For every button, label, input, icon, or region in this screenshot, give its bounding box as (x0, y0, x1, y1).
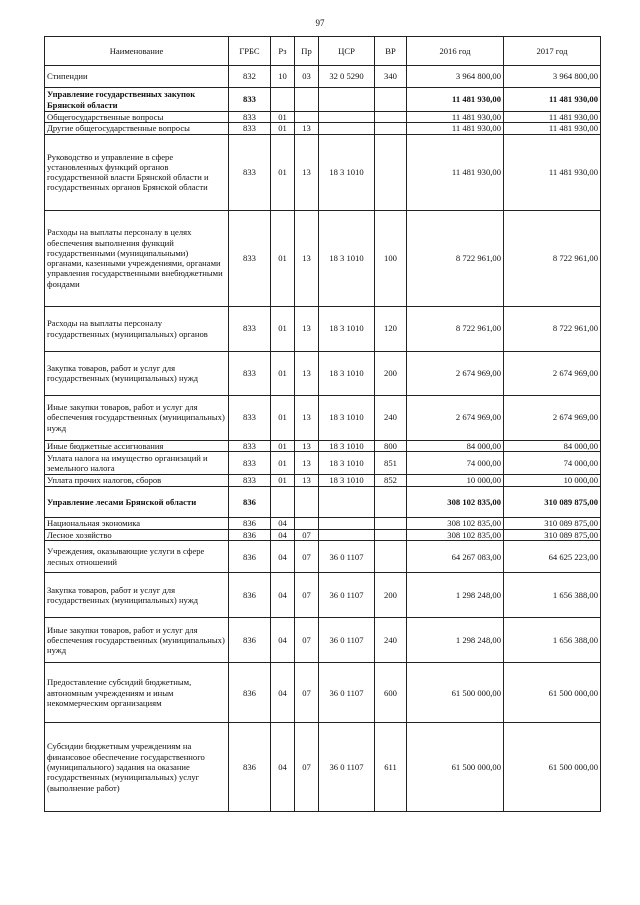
cell-grbs: 836 (229, 529, 271, 540)
cell-name: Иные закупки товаров, работ и услуг для обеспечения государственных (муниципальных) нужд (45, 618, 229, 663)
cell-rz: 04 (271, 573, 295, 618)
cell-name: Иные бюджетные ассигнования (45, 440, 229, 451)
cell-rz: 04 (271, 663, 295, 723)
cell-name: Субсидии бюджетным учреждениям на финансовое обеспечение государственного (муниципального) задания на оказание государственных (муниципальных) услуг (выполнение работ) (45, 723, 229, 812)
cell-csr: 18 3 1010 (319, 210, 375, 306)
cell-grbs: 833 (229, 134, 271, 210)
cell-pr (295, 88, 319, 112)
cell-name: Расходы на выплаты персоналу в целях обеспечения выполнения функций государственными (муниципальными) органами, казенными учреждениями, органами управления государственными внебюджетными фондами (45, 210, 229, 306)
cell-2016: 11 481 930,00 (407, 88, 504, 112)
cell-grbs: 836 (229, 541, 271, 573)
cell-csr: 36 0 1107 (319, 663, 375, 723)
cell-pr: 13 (295, 451, 319, 474)
cell-grbs: 833 (229, 112, 271, 123)
cell-csr (319, 123, 375, 134)
cell-vr: 240 (375, 618, 407, 663)
table-row (45, 210, 601, 306)
cell-grbs: 833 (229, 351, 271, 395)
cell-grbs: 832 (229, 66, 271, 88)
cell-csr (319, 517, 375, 529)
cell-grbs: 836 (229, 663, 271, 723)
cell-pr: 07 (295, 573, 319, 618)
cell-name: Иные закупки товаров, работ и услуг для обеспечения государственных (муниципальных) нужд (45, 395, 229, 440)
cell-vr: 240 (375, 395, 407, 440)
table-row (45, 66, 601, 88)
cell-vr (375, 112, 407, 123)
table-row (45, 112, 601, 123)
cell-vr: 852 (375, 474, 407, 486)
cell-2016: 8 722 961,00 (407, 210, 504, 306)
cell-pr: 03 (295, 66, 319, 88)
cell-name: Закупка товаров, работ и услуг для государственных (муниципальных) нужд (45, 573, 229, 618)
cell-rz: 04 (271, 723, 295, 812)
cell-2016: 64 267 083,00 (407, 541, 504, 573)
cell-grbs: 833 (229, 440, 271, 451)
cell-2017: 2 674 969,00 (504, 395, 601, 440)
cell-name: Национальная экономика (45, 517, 229, 529)
cell-2016: 308 102 835,00 (407, 517, 504, 529)
header-rz: Рз (271, 37, 295, 66)
header-vr: ВР (375, 37, 407, 66)
table-row (45, 541, 601, 573)
cell-name: Лесное хозяйство (45, 529, 229, 540)
cell-pr: 13 (295, 474, 319, 486)
cell-vr: 100 (375, 210, 407, 306)
cell-name: Руководство и управление в сфере установленных функций органов государственной власти Брянской области и государственных органов Брянской области (45, 134, 229, 210)
cell-rz: 01 (271, 474, 295, 486)
table-row (45, 618, 601, 663)
cell-rz: 04 (271, 529, 295, 540)
cell-vr (375, 517, 407, 529)
cell-vr (375, 88, 407, 112)
budget-table (44, 36, 601, 812)
cell-grbs: 836 (229, 517, 271, 529)
cell-2017: 1 656 388,00 (504, 573, 601, 618)
cell-name: Общегосударственные вопросы (45, 112, 229, 123)
header-2017: 2017 год (504, 37, 601, 66)
cell-pr: 13 (295, 123, 319, 134)
cell-2016: 2 674 969,00 (407, 351, 504, 395)
cell-pr: 07 (295, 618, 319, 663)
cell-2016: 8 722 961,00 (407, 306, 504, 351)
cell-2017: 8 722 961,00 (504, 210, 601, 306)
cell-pr (295, 112, 319, 123)
cell-csr: 18 3 1010 (319, 306, 375, 351)
cell-grbs: 833 (229, 451, 271, 474)
header-name: Наименование (45, 37, 229, 66)
cell-2017: 2 674 969,00 (504, 351, 601, 395)
cell-2017: 61 500 000,00 (504, 723, 601, 812)
cell-csr: 18 3 1010 (319, 351, 375, 395)
cell-vr: 340 (375, 66, 407, 88)
cell-pr: 13 (295, 351, 319, 395)
cell-pr: 13 (295, 395, 319, 440)
cell-2016: 1 298 248,00 (407, 618, 504, 663)
cell-name: Уплата прочих налогов, сборов (45, 474, 229, 486)
cell-pr: 13 (295, 210, 319, 306)
table-row (45, 351, 601, 395)
cell-2016: 74 000,00 (407, 451, 504, 474)
table-row (45, 486, 601, 517)
cell-2017: 8 722 961,00 (504, 306, 601, 351)
header-csr: ЦСР (319, 37, 375, 66)
cell-rz: 01 (271, 395, 295, 440)
cell-2017: 74 000,00 (504, 451, 601, 474)
cell-grbs: 833 (229, 474, 271, 486)
cell-pr: 07 (295, 663, 319, 723)
cell-vr: 611 (375, 723, 407, 812)
cell-2017: 3 964 800,00 (504, 66, 601, 88)
cell-grbs: 836 (229, 573, 271, 618)
table-row (45, 306, 601, 351)
cell-rz: 01 (271, 451, 295, 474)
cell-pr (295, 486, 319, 517)
cell-name: Уплата налога на имущество организаций и земельного налога (45, 451, 229, 474)
cell-vr: 120 (375, 306, 407, 351)
cell-rz: 01 (271, 112, 295, 123)
cell-name: Другие общегосударственные вопросы (45, 123, 229, 134)
cell-rz (271, 486, 295, 517)
cell-csr (319, 486, 375, 517)
cell-rz: 01 (271, 123, 295, 134)
cell-rz (271, 88, 295, 112)
cell-csr: 18 3 1010 (319, 474, 375, 486)
cell-pr: 13 (295, 306, 319, 351)
cell-grbs: 836 (229, 723, 271, 812)
cell-rz: 10 (271, 66, 295, 88)
cell-grbs: 836 (229, 486, 271, 517)
cell-2016: 11 481 930,00 (407, 112, 504, 123)
cell-2016: 10 000,00 (407, 474, 504, 486)
cell-vr (375, 134, 407, 210)
header-grbs: ГРБС (229, 37, 271, 66)
cell-csr (319, 112, 375, 123)
cell-vr: 800 (375, 440, 407, 451)
cell-2017: 11 481 930,00 (504, 88, 601, 112)
cell-2017: 64 625 223,00 (504, 541, 601, 573)
cell-csr: 18 3 1010 (319, 451, 375, 474)
cell-rz: 01 (271, 440, 295, 451)
cell-2016: 84 000,00 (407, 440, 504, 451)
table-row (45, 474, 601, 486)
cell-2017: 310 089 875,00 (504, 529, 601, 540)
table-row (45, 123, 601, 134)
cell-rz: 04 (271, 517, 295, 529)
cell-2017: 11 481 930,00 (504, 112, 601, 123)
cell-rz: 01 (271, 210, 295, 306)
cell-2017: 10 000,00 (504, 474, 601, 486)
cell-csr: 18 3 1010 (319, 395, 375, 440)
cell-csr: 36 0 1107 (319, 618, 375, 663)
cell-name: Расходы на выплаты персоналу государственных (муниципальных) органов (45, 306, 229, 351)
page-number: 97 (315, 18, 325, 28)
cell-csr (319, 529, 375, 540)
cell-2016: 61 500 000,00 (407, 723, 504, 812)
cell-pr: 13 (295, 134, 319, 210)
table-row (45, 663, 601, 723)
cell-csr: 36 0 1107 (319, 541, 375, 573)
cell-vr: 600 (375, 663, 407, 723)
table-row (45, 134, 601, 210)
cell-2016: 2 674 969,00 (407, 395, 504, 440)
cell-csr: 18 3 1010 (319, 440, 375, 451)
cell-csr: 36 0 1107 (319, 723, 375, 812)
cell-name: Закупка товаров, работ и услуг для государственных (муниципальных) нужд (45, 351, 229, 395)
cell-vr: 851 (375, 451, 407, 474)
cell-pr: 13 (295, 440, 319, 451)
cell-2016: 61 500 000,00 (407, 663, 504, 723)
table-row (45, 529, 601, 540)
header-2016: 2016 год (407, 37, 504, 66)
cell-vr (375, 123, 407, 134)
cell-vr (375, 541, 407, 573)
cell-vr: 200 (375, 573, 407, 618)
cell-rz: 01 (271, 306, 295, 351)
header-pr: Пр (295, 37, 319, 66)
table-row (45, 573, 601, 618)
cell-grbs: 836 (229, 618, 271, 663)
cell-grbs: 833 (229, 306, 271, 351)
table-row (45, 88, 601, 112)
cell-grbs: 833 (229, 123, 271, 134)
cell-csr: 36 0 1107 (319, 573, 375, 618)
cell-csr: 18 3 1010 (319, 134, 375, 210)
cell-vr (375, 486, 407, 517)
cell-2017: 84 000,00 (504, 440, 601, 451)
table-row (45, 517, 601, 529)
cell-2017: 310 089 875,00 (504, 486, 601, 517)
cell-2016: 11 481 930,00 (407, 134, 504, 210)
cell-rz: 04 (271, 618, 295, 663)
cell-pr: 07 (295, 529, 319, 540)
cell-vr: 200 (375, 351, 407, 395)
cell-name: Предоставление субсидий бюджетным, автономным учреждениям и иным некоммерческим организациям (45, 663, 229, 723)
cell-name: Управление лесами Брянской области (45, 486, 229, 517)
table-row (45, 395, 601, 440)
cell-2016: 11 481 930,00 (407, 123, 504, 134)
cell-vr (375, 529, 407, 540)
cell-csr: 32 0 5290 (319, 66, 375, 88)
cell-2016: 3 964 800,00 (407, 66, 504, 88)
cell-name: Учреждения, оказывающие услуги в сфере лесных отношений (45, 541, 229, 573)
cell-grbs: 833 (229, 210, 271, 306)
cell-pr: 07 (295, 723, 319, 812)
table-row (45, 723, 601, 812)
cell-rz: 04 (271, 541, 295, 573)
cell-2017: 11 481 930,00 (504, 123, 601, 134)
cell-2017: 61 500 000,00 (504, 663, 601, 723)
cell-name: Управление государственных закупок Брянской области (45, 88, 229, 112)
cell-rz: 01 (271, 134, 295, 210)
table-row (45, 440, 601, 451)
cell-grbs: 833 (229, 395, 271, 440)
cell-pr (295, 517, 319, 529)
cell-pr: 07 (295, 541, 319, 573)
table-body (45, 66, 601, 812)
cell-grbs: 833 (229, 88, 271, 112)
cell-2017: 11 481 930,00 (504, 134, 601, 210)
cell-name: Стипендии (45, 66, 229, 88)
cell-2016: 308 102 835,00 (407, 486, 504, 517)
cell-csr (319, 88, 375, 112)
cell-2016: 1 298 248,00 (407, 573, 504, 618)
cell-2016: 308 102 835,00 (407, 529, 504, 540)
cell-rz: 01 (271, 351, 295, 395)
cell-2017: 1 656 388,00 (504, 618, 601, 663)
cell-2017: 310 089 875,00 (504, 517, 601, 529)
table-header-row (45, 37, 601, 66)
table-row (45, 451, 601, 474)
